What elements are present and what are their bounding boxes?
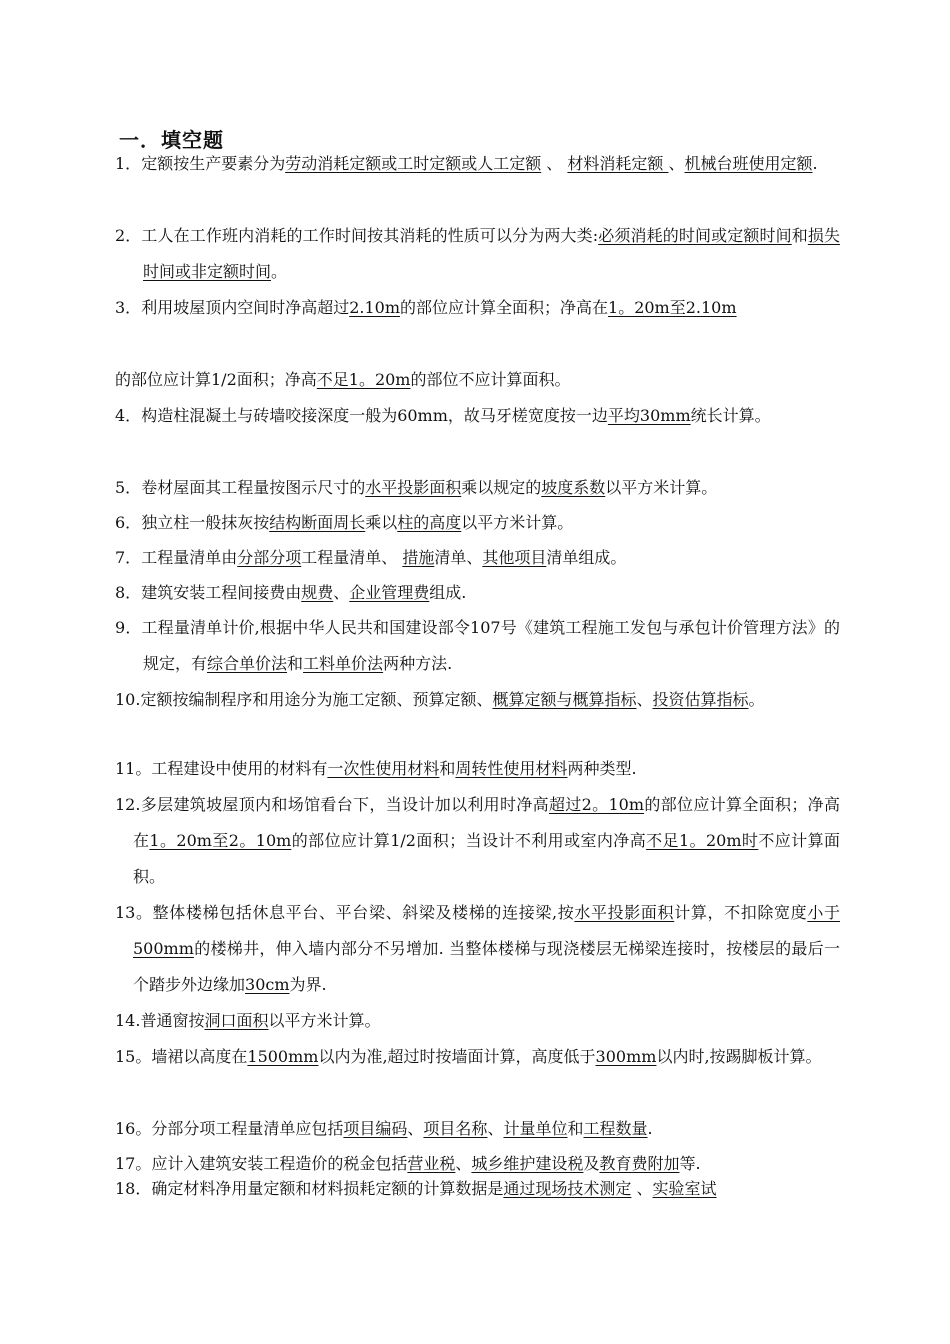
text: 两种类型. bbox=[567, 759, 637, 778]
question-5 bbox=[115, 470, 840, 506]
answer: 教育费附加 bbox=[599, 1154, 680, 1173]
answer: 计量单位 bbox=[503, 1119, 568, 1138]
question-number: 15。 bbox=[115, 1047, 152, 1066]
answer: 水平投影面积 bbox=[365, 478, 462, 497]
text: 定额按生产要素分为 bbox=[141, 154, 286, 173]
text: 卷材屋面其工程量按图示尺寸的 bbox=[141, 478, 366, 497]
question-number: 5． bbox=[115, 478, 142, 497]
answer: 综合单价法 bbox=[207, 654, 288, 673]
text: 定额按编制程序和用途分为施工定额、预算定额、 bbox=[140, 690, 493, 709]
text: 建筑安装工程间接费由 bbox=[141, 583, 302, 602]
answer: 周转性使用材料 bbox=[455, 759, 568, 778]
answer: 城乡维护建设税 bbox=[471, 1154, 584, 1173]
answer: 水平投影面积 bbox=[574, 903, 675, 922]
answer: 通过现场技术测定 bbox=[503, 1179, 632, 1198]
text: 及 bbox=[583, 1154, 600, 1173]
text: 。 bbox=[748, 690, 765, 709]
question-number: 10. bbox=[115, 690, 141, 709]
text: 等. bbox=[679, 1154, 701, 1173]
text: 的部位应计算1/2面积；当设计不利用或室内净高 bbox=[291, 831, 647, 850]
question-number: 1． bbox=[115, 154, 142, 173]
text: 多层建筑坡屋顶内和场馆看台下，当设计加以利用时净高 bbox=[140, 795, 549, 814]
question-7 bbox=[115, 540, 840, 576]
text: 以内时,按踢脚板计算。 bbox=[656, 1047, 822, 1066]
answer: 2.10m bbox=[349, 298, 400, 317]
question-number: 11。 bbox=[115, 759, 152, 778]
question-number: 3． bbox=[115, 298, 142, 317]
text: 统长计算。 bbox=[690, 406, 771, 425]
text: 和 bbox=[287, 654, 304, 673]
question-11 bbox=[115, 751, 840, 787]
text: 、 bbox=[541, 154, 568, 173]
question-3-continuation bbox=[115, 362, 840, 398]
answer: 机械台班使用定额 bbox=[684, 154, 813, 173]
text: 、 bbox=[636, 690, 653, 709]
answer: 1500mm bbox=[247, 1047, 319, 1066]
question-number: 17。 bbox=[115, 1154, 152, 1173]
text: 以平方米计算。 bbox=[461, 513, 574, 532]
question-16 bbox=[115, 1111, 840, 1147]
question-14 bbox=[115, 1003, 840, 1039]
answer: 规费 bbox=[301, 583, 334, 602]
question-1 bbox=[115, 146, 840, 182]
text: 以内为准,超过时按墙面计算，高度低于 bbox=[318, 1047, 596, 1066]
question-number: 9． bbox=[115, 618, 142, 637]
answer: 1。20m至2.10m bbox=[608, 298, 737, 317]
question-9 bbox=[115, 610, 840, 682]
text: 计算，不扣除宽度 bbox=[674, 903, 808, 922]
text: 利用坡屋顶内空间时净高超过 bbox=[141, 298, 350, 317]
text: 和 bbox=[439, 759, 456, 778]
answer: 损失时间或非定额时间 bbox=[143, 226, 840, 281]
text: 整体楼梯包括休息平台、平台梁、斜梁及楼梯的连接梁,按 bbox=[152, 903, 575, 922]
question-number: 8． bbox=[115, 583, 142, 602]
question-number: 12. bbox=[115, 795, 141, 814]
answer: 不足1。20m bbox=[316, 370, 411, 389]
question-number: 4． bbox=[115, 406, 142, 425]
answer: 其他项目 bbox=[482, 548, 547, 567]
answer: 一次性使用材料 bbox=[327, 759, 440, 778]
text: 独立柱一般抹灰按 bbox=[141, 513, 270, 532]
answer: 材料消耗定额 bbox=[567, 154, 669, 173]
question-number: 16。 bbox=[115, 1119, 152, 1138]
answer: 小于500mm bbox=[133, 903, 840, 958]
answer: 必须消耗的时间或定额时间 bbox=[598, 226, 792, 245]
answer: 项目名称 bbox=[423, 1119, 488, 1138]
answer: 不足1。20m时 bbox=[646, 831, 759, 850]
text: 乘以 bbox=[365, 513, 398, 532]
text: 乘以规定的 bbox=[461, 478, 542, 497]
text: 工程量清单由 bbox=[141, 548, 238, 567]
question-2 bbox=[115, 218, 840, 290]
text: 分部分项工程量清单应包括 bbox=[151, 1119, 344, 1138]
question-12 bbox=[115, 787, 840, 895]
text: 的楼梯井，伸入墙内部分不另增加. 当整体楼梯与现浇楼层无梯梁连接时，按楼层的最后一个踏步外边缘加 bbox=[133, 939, 840, 994]
section-title: 一．填空题 bbox=[119, 128, 224, 152]
answer: 1。20m至2。10m bbox=[149, 831, 292, 850]
text: 、 bbox=[407, 1119, 424, 1138]
answer: 300mm bbox=[595, 1047, 657, 1066]
answer: 洞口面积 bbox=[204, 1011, 269, 1030]
question-number: 7． bbox=[115, 548, 142, 567]
text: 构造柱混凝土与砖墙咬接深度一般为60mm，故马牙槎宽度按一边 bbox=[141, 406, 608, 425]
text: 普通窗按 bbox=[140, 1011, 205, 1030]
text: 、 bbox=[668, 154, 685, 173]
text: 不应计算面积。 bbox=[133, 831, 840, 886]
answer: 30cm bbox=[245, 975, 290, 994]
text: 墙裙以高度在 bbox=[151, 1047, 248, 1066]
text: 、 bbox=[455, 1154, 472, 1173]
text: 的部位应计算全面积；净高在 bbox=[133, 795, 840, 850]
answer: 工料单价法 bbox=[303, 654, 384, 673]
text: 、 bbox=[631, 1179, 653, 1198]
text: 的部位应计算全面积；净高在 bbox=[400, 298, 609, 317]
answer: 超过2。10m bbox=[549, 795, 645, 814]
text: 和 bbox=[567, 1119, 584, 1138]
answer: 坡度系数 bbox=[541, 478, 606, 497]
question-4 bbox=[115, 398, 840, 434]
text: 、 bbox=[487, 1119, 504, 1138]
text: 清单组成。 bbox=[546, 548, 627, 567]
answer: 工程数量 bbox=[583, 1119, 648, 1138]
answer: 企业管理费 bbox=[349, 583, 430, 602]
text: . bbox=[647, 1119, 653, 1138]
answer: 分部分项 bbox=[237, 548, 302, 567]
text: 以平方米计算。 bbox=[605, 478, 718, 497]
answer: 措施 bbox=[402, 548, 435, 567]
answer: 实验室试 bbox=[652, 1179, 717, 1198]
question-8 bbox=[115, 575, 840, 611]
text: 工程量清单计价,根据中华人民共和国建设部令107号《建筑工程施工发包与承包计价管理方法》的规定，有 bbox=[141, 618, 840, 673]
text: 两种方法. bbox=[383, 654, 453, 673]
text: 。 bbox=[271, 262, 288, 281]
text: 工程量清单、 bbox=[301, 548, 403, 567]
text: 为界. bbox=[289, 975, 327, 994]
text: . bbox=[812, 154, 818, 173]
answer: 营业税 bbox=[407, 1154, 456, 1173]
answer: 概算定额与概算指标 bbox=[492, 690, 637, 709]
text: 清单、 bbox=[434, 548, 483, 567]
text: 和 bbox=[791, 226, 808, 245]
answer: 平均30mm bbox=[607, 406, 691, 425]
text: 应计入建筑安装工程造价的税金包括 bbox=[151, 1154, 408, 1173]
text: 、 bbox=[333, 583, 350, 602]
text: 的部位应计算1/2面积；净高 bbox=[115, 370, 317, 389]
question-number: 2． bbox=[115, 226, 142, 245]
answer: 劳动消耗定额或工时定额或人工定额 bbox=[285, 154, 542, 173]
question-number: 6． bbox=[115, 513, 142, 532]
question-13 bbox=[115, 895, 840, 1003]
question-15 bbox=[115, 1039, 840, 1075]
answer: 投资估算指标 bbox=[652, 690, 749, 709]
question-number: 14. bbox=[115, 1011, 141, 1030]
answer: 项目编码 bbox=[343, 1119, 408, 1138]
question-number: 13。 bbox=[115, 903, 153, 922]
text: 工人在工作班内消耗的工作时间按其消耗的性质可以分为两大类: bbox=[141, 226, 599, 245]
question-number: 18． bbox=[115, 1179, 152, 1198]
text: 工程建设中使用的材料有 bbox=[151, 759, 328, 778]
text: 的部位不应计算面积。 bbox=[410, 370, 571, 389]
answer: 柱的高度 bbox=[397, 513, 462, 532]
answer: 结构断面周长 bbox=[269, 513, 366, 532]
question-6 bbox=[115, 505, 840, 541]
question-10 bbox=[115, 682, 840, 718]
text: 确定材料净用量定额和材料损耗定额的计算数据是 bbox=[151, 1179, 504, 1198]
text: 以平方米计算。 bbox=[268, 1011, 381, 1030]
text: 组成. bbox=[429, 583, 467, 602]
question-3 bbox=[115, 290, 840, 326]
question-18 bbox=[115, 1171, 840, 1207]
